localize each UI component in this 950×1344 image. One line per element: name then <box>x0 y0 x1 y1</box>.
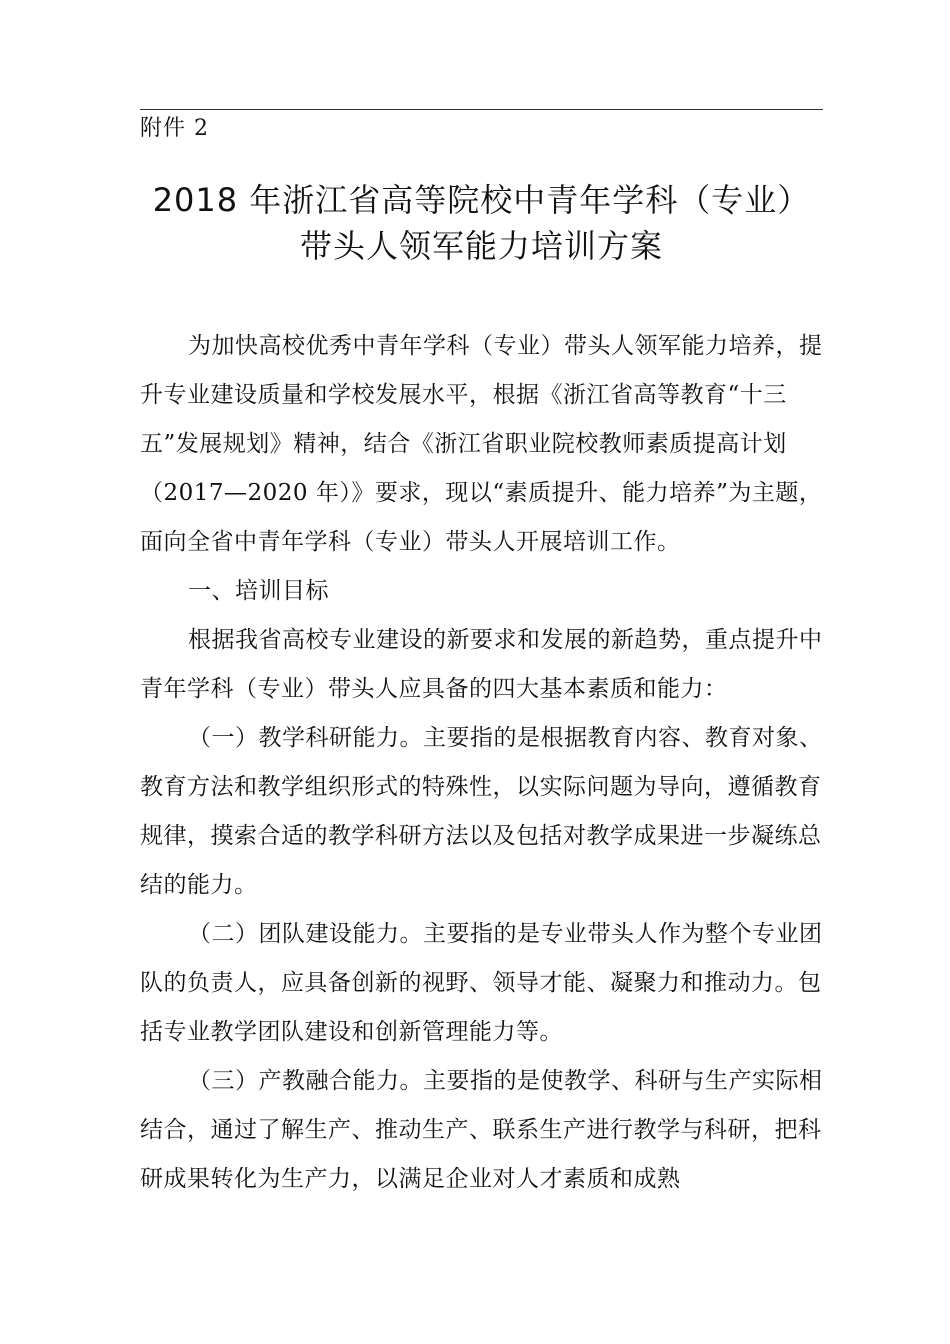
attachment-label: 附件 2 <box>140 116 209 141</box>
document-body <box>140 322 823 1204</box>
item-industry-education: （三）产教融合能力。主要指的是使教学、科研与生产实际相结合，通过了解生产、推动生产、联系生产进行教学与科研，把科研成果转化为生产力，以满足企业对人才素质和成熟 <box>140 1068 823 1192</box>
section-intro-paragraph: 根据我省高校专业建设的新要求和发展的新趋势，重点提升中青年学科（专业）带头人应具备的四大基本素质和能力： <box>140 627 823 702</box>
section-heading-training-goals: 一、培训目标 <box>188 578 329 604</box>
item-team-building: （二）团队建设能力。主要指的是专业带头人作为整个专业团队的负责人，应具备创新的视野、领导才能、凝聚力和推动力。包括专业教学团队建设和创新管理能力等。 <box>140 921 823 1045</box>
document-title-line-1: 2018 年浙江省高等院校中青年学科（专业） <box>152 181 811 219</box>
header-rule <box>140 109 823 110</box>
intro-paragraph: 为加快高校优秀中青年学科（专业）带头人领军能力培养，提升专业建设质量和学校发展水平，根据《浙江省高等教育“十三五”发展规划》精神，结合《浙江省职业院校教师素质提高计划（2017—2020 年）》要求，现以“素质提升、能力培养”为主题，面向全省中青年学科（专业）带头人开展培训工作。 <box>140 333 823 555</box>
document-title-line-2: 带头人领军能力培训方案 <box>299 227 663 265</box>
item-teaching-research: （一）教学科研能力。主要指的是根据教育内容、教育对象、教育方法和教学组织形式的特殊性，以实际问题为导向，遵循教育规律，摸索合适的教学科研方法以及包括对教学成果进一步凝练总结的能力。 <box>140 725 823 898</box>
